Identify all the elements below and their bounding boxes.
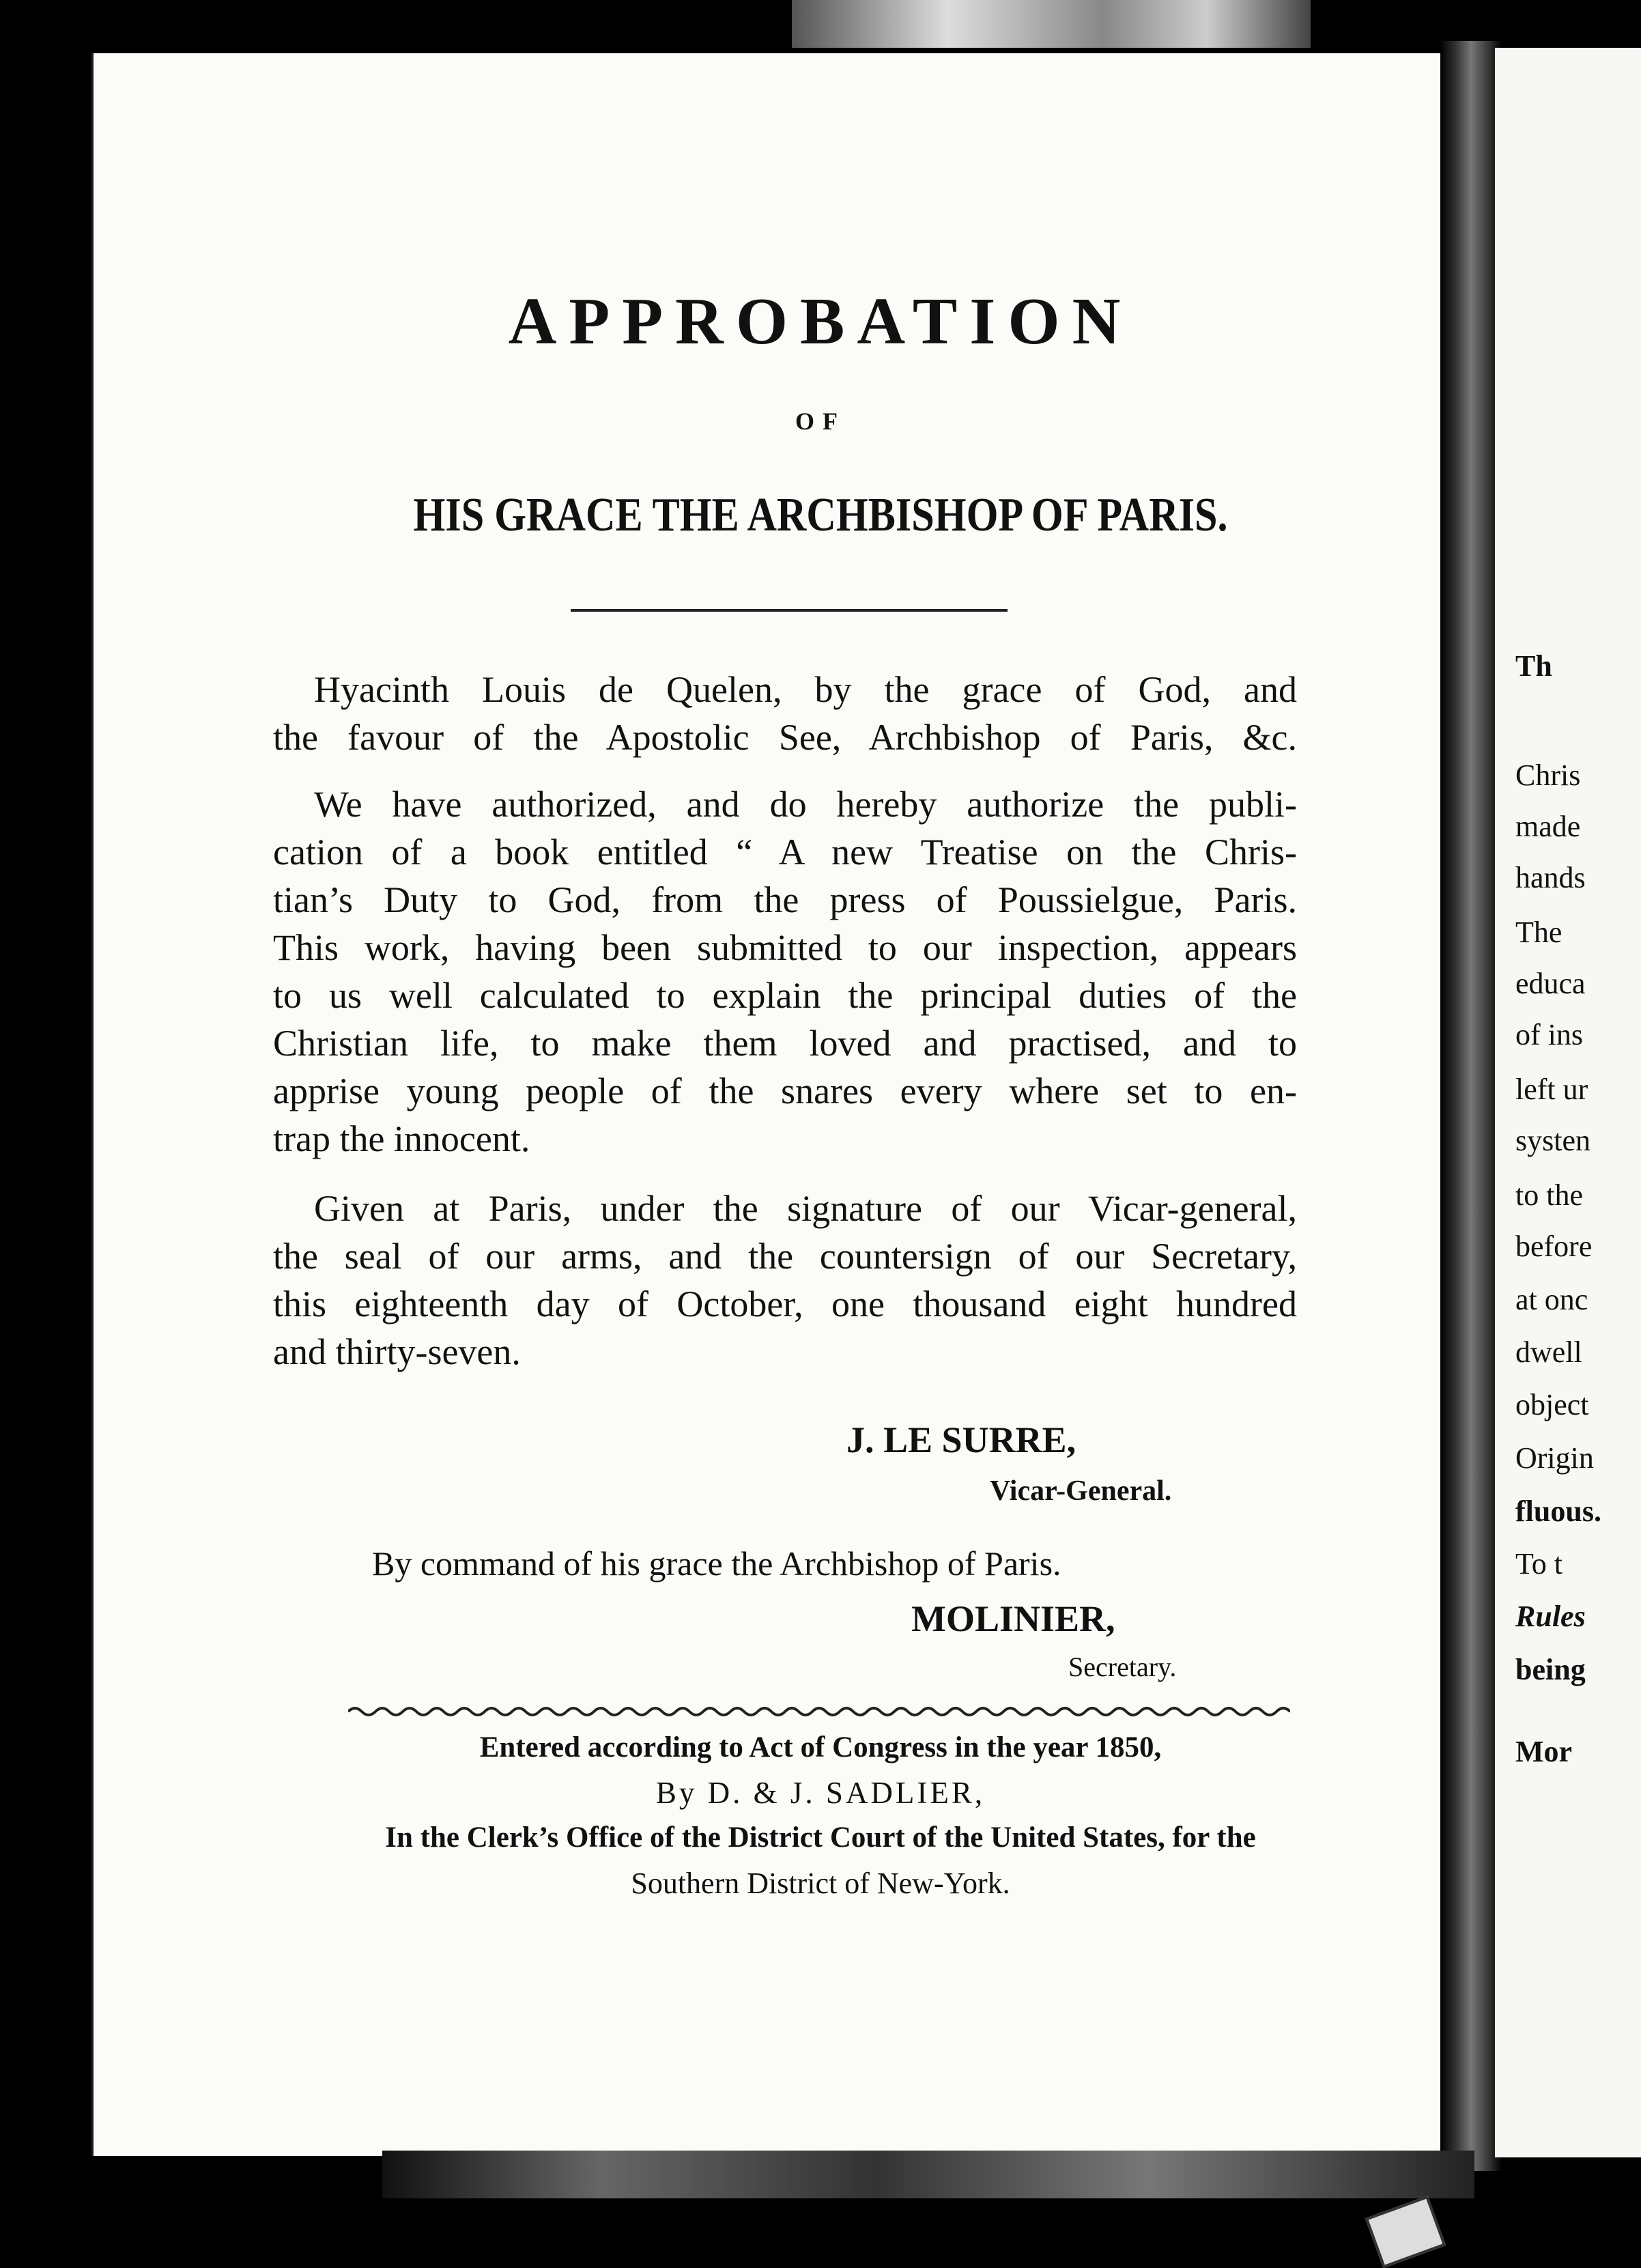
paragraph-line: cation of a book entitled “ A new Treatise on the Chris- [273,832,1297,873]
paragraph-line: and thirty-seven. [273,1331,521,1372]
paragraph-line: Christian life, to make them loved and practised, and to [273,1023,1297,1064]
facing-line: of ins [1515,1018,1583,1051]
page-title: APPROBATION [508,285,1133,358]
paragraph-line: the seal of our arms, and the countersign of our Secretary, [273,1236,1297,1277]
district-line: Southern District of New-York. [631,1867,1010,1900]
command-line: By command of his grace the Archbishop of Paris. [372,1544,1061,1583]
page-subtitle: HIS GRACE THE ARCHBISHOP OF PARIS. [413,489,1228,541]
facing-line: Mor [1515,1735,1573,1768]
paragraph-line: This work, having been submitted to our inspection, appears [273,927,1297,968]
publisher-line: By D. & J. SADLIER, [655,1776,986,1810]
scan-edge-bottom [382,2151,1474,2198]
scan-artifact [1365,2196,1446,2268]
facing-line: educa [1515,967,1586,1000]
facing-line: object [1515,1388,1589,1421]
facing-line: Rules [1515,1600,1586,1633]
clerk-office-line: In the Clerk’s Office of the District Court of the United States, for the [385,1822,1256,1854]
secretary-signature: MOLINIER, [911,1598,1115,1639]
approbation-text [273,666,1297,1430]
vicar-general-title: Vicar-General. [990,1475,1172,1507]
facing-line: to the [1515,1178,1583,1212]
facing-line: Chris [1515,759,1581,792]
facing-line: before [1515,1230,1593,1263]
paragraph-line: apprise young people of the snares every where set to en- [273,1071,1297,1111]
vicar-general-signature: J. LE SURRE, [846,1419,1076,1460]
paragraph-line: Hyacinth Louis de Quelen, by the grace of God, and [314,669,1297,710]
title-connector: OF [795,408,846,435]
paragraph-line: We have authorized, and do hereby authorize the publi- [314,784,1297,825]
paragraph-line: to us well calculated to explain the principal duties of the [273,975,1297,1016]
facing-line: hands [1515,861,1586,894]
scan-edge-top [792,0,1311,48]
secretary-title: Secretary. [1068,1652,1177,1682]
facing-line: systen [1515,1124,1590,1157]
facing-line: Th [1515,649,1552,683]
facing-line: left ur [1515,1073,1588,1106]
copyright-line: Entered according to Act of Congress in the year 1850, [479,1731,1162,1763]
facing-line: made [1515,810,1581,843]
paragraph-line: this eighteenth day of October, one thousand eight hundred [273,1284,1297,1324]
paragraph-line: tian’s Duty to God, from the press of Poussielgue, Paris. [273,879,1297,920]
facing-line: The [1515,916,1562,949]
title-rule [571,609,1008,612]
ornamental-wavy-rule [348,1703,1290,1720]
paragraph-line: trap the innocent. [273,1118,530,1159]
facing-line: at onc [1515,1283,1588,1316]
paragraph-line: the favour of the Apostolic See, Archbishop of Paris, &c. [273,717,1297,758]
facing-line: being [1515,1653,1586,1686]
facing-line: fluous. [1515,1494,1601,1528]
paragraph-line: Given at Paris, under the signature of our Vicar-general, [314,1188,1297,1229]
facing-line: To t [1515,1547,1563,1580]
facing-line: dwell [1515,1335,1582,1369]
facing-line: Origin [1515,1441,1594,1475]
